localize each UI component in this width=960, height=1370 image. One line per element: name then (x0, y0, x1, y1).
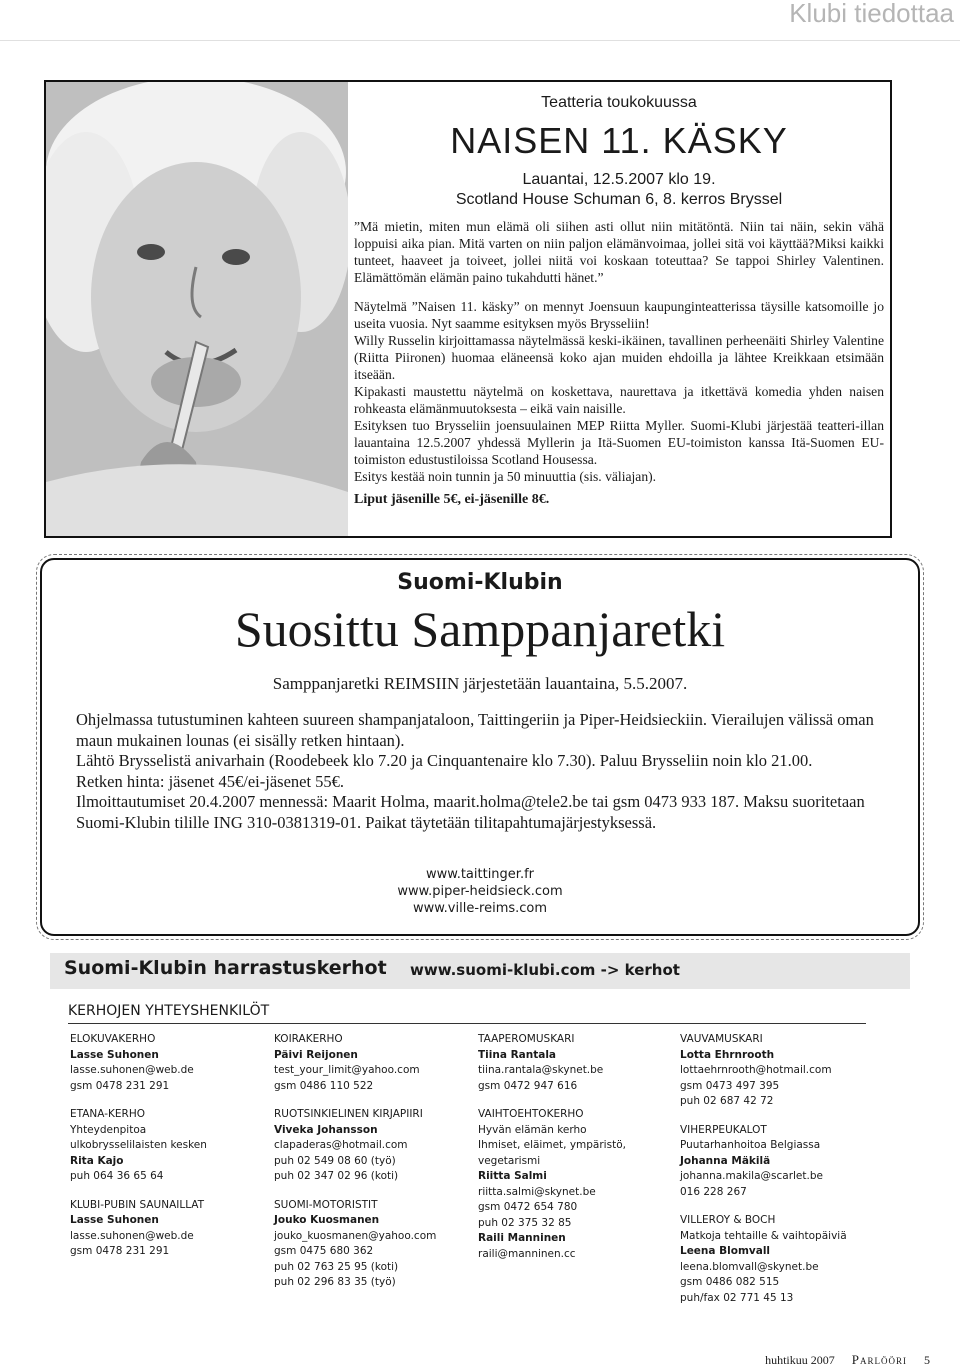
contact-detail: gsm 0478 231 291 (70, 1245, 170, 1257)
contacts-heading: KERHOJEN YHTEYSHENKILÖT (68, 1003, 270, 1019)
contact-person: Johanna Mäkilä (680, 1154, 771, 1167)
contact-detail: raili@manninen.cc (478, 1247, 576, 1260)
theatre-date: Lauantai, 12.5.2007 klo 19. (522, 171, 716, 188)
clubs-title: Suomi-Klubin harrastuskerhot (64, 957, 387, 979)
actress-photo (46, 82, 348, 538)
clubs-title-bar (50, 953, 910, 989)
contact-person: Viveka Johansson (274, 1123, 378, 1136)
contact-person: Lotta Ehrnrooth (680, 1048, 775, 1061)
contact-detail: gsm 0475 680 362 (274, 1245, 374, 1257)
contact-detail: test_your_limit@yahoo.com (274, 1064, 420, 1076)
contact-detail: johanna.makila@scarlet.be (680, 1170, 823, 1182)
champagne-subtitle: Samppanjaretki REIMSIIN järjestetään lauantaina, 5.5.2007. (272, 674, 688, 693)
club-entry (274, 1107, 469, 1185)
contact-detail: gsm 0486 082 515 (680, 1276, 780, 1288)
contact-detail: lottaehrnrooth@hotmail.com (680, 1064, 832, 1076)
contact-detail: puh 02 687 42 72 (680, 1095, 774, 1107)
theatre-paragraph-5: Esitys kestää noin tunnin ja 50 minuuttia (sis. väliajan). (354, 469, 657, 484)
club-entry (478, 1032, 673, 1094)
club-entry (680, 1123, 875, 1201)
club-name: VILLEROY & BOCH (680, 1214, 776, 1226)
contact-detail: Ihmiset, eläimet, ympäristö, (478, 1139, 626, 1151)
contact-detail: Hyvän elämän kerho (478, 1123, 587, 1136)
contact-person: Tiina Rantala (478, 1048, 557, 1061)
contact-detail: gsm 0472 947 616 (478, 1079, 578, 1092)
club-name: VIHERPEUKALOT (680, 1123, 767, 1136)
theatre-paragraph-1: Näytelmä ”Naisen 11. käsky” on mennyt Joensuun kaupunginteatterissa täysille katsomoille jo useita vuosia. Nyt saamme esityksen myös Brysseliin! (354, 299, 884, 331)
club-name: VAIHTOEHTOKERHO (478, 1108, 584, 1120)
theatre-paragraph-2: Willy Russelin kirjoittamassa näytelmässä keski-ikäinen, tavallinen perheenäiti Shirley Valentine (Riitta Piironen) huomaa eläneensä koko ajan muiden ehdoilla ja lähtee Kreikkaan etsimään itseään. (354, 333, 884, 382)
contacts-divider (68, 1023, 866, 1024)
theatre-kicker: Teatteria toukokuussa (541, 94, 697, 111)
club-name: SUOMI-MOTORISTIT (274, 1198, 378, 1211)
contact-detail: puh 02 763 25 95 (koti) (274, 1260, 399, 1273)
header-divider (0, 40, 960, 41)
club-column-1 (70, 1032, 265, 1273)
contact-detail: gsm 0478 231 291 (70, 1079, 170, 1092)
contact-person: Leena Blomvall (680, 1245, 771, 1257)
club-entry (680, 1213, 875, 1306)
club-entry (274, 1198, 469, 1291)
theatre-venue: Scotland House Schuman 6, 8. kerros Bryssel (455, 191, 783, 208)
champagne-body (76, 710, 876, 833)
contact-person: Raili Manninen (478, 1232, 566, 1244)
theatre-text (354, 94, 884, 508)
club-name: ELOKUVAKERHO (70, 1033, 156, 1045)
contact-person: Lasse Suhonen (70, 1048, 159, 1061)
champagne-paragraph-4: Ilmoittautumiset 20.4.2007 mennessä: Maarit Holma, maarit.holma@tele2.be tai gsm 0473 933 187. Maksu suoritetaan Suomi-Klubin tilille ING 310-0381319-01. Paikat täytetään tilitapahtumajärjestyksessä. (76, 792, 865, 832)
theatre-paragraph-4: Esityksen tuo Brysseliin joensuulainen MEP Riitta Myller. Suomi-Klubi järjestää teatteri-illan lauantaina 12.5.2007 yhdessä Myllerin ja Itä-Suomen EU-toimiston kanssa Itä-Suomen EU-toimiston edustustiloissa Scotland Housessa. (354, 418, 884, 467)
contact-detail: gsm 0473 497 395 (680, 1079, 780, 1092)
club-name: TAAPEROMUSKARI (478, 1033, 575, 1045)
contact-detail: puh 064 36 65 64 (70, 1170, 164, 1182)
champagne-trip-announcement (40, 558, 920, 936)
theatre-paragraph-3: Kipakasti maustettu näytelmä on koskettava, naurettava ja itkettävä komedia yhden naisen rohkeasta elämänmuutoksesta – eikä vain naisille. (354, 384, 884, 416)
footer-issue: huhtikuu 2007 (765, 1353, 835, 1367)
link-ville-reims[interactable]: www.ville-reims.com (412, 901, 548, 916)
champagne-paragraph-2: Lähtö Brysselistä anivarhain (Roodebeek klo 7.20 ja Cinquantenaire klo 7.30). Paluu Brysseliin noin klo 21.00. (76, 751, 813, 770)
link-piper-heidsieck[interactable]: www.piper-heidsieck.com (397, 884, 563, 899)
club-column-2 (274, 1032, 469, 1304)
contact-detail: ulkobrysselilaisten kesken (70, 1139, 207, 1151)
contact-detail: puh 02 375 32 85 (478, 1216, 572, 1229)
club-column-4 (680, 1032, 875, 1319)
theatre-ticket-price: Liput jäsenille 5€, ei-jäsenille 8€. (354, 492, 550, 507)
champagne-links (42, 866, 918, 917)
contact-detail: puh 02 347 02 96 (koti) (274, 1170, 399, 1182)
contact-detail: gsm 0486 110 522 (274, 1079, 374, 1092)
contact-detail: Puutarhanhoitoa Belgiassa (680, 1139, 821, 1151)
clubs-url-link[interactable]: www.suomi-klubi.com -> kerhot (410, 961, 680, 979)
link-taittinger[interactable]: www.taittinger.fr (425, 867, 534, 882)
contact-detail: riitta.salmi@skynet.be (478, 1185, 596, 1198)
actress-photo-illustration (46, 82, 348, 538)
contact-detail: 016 228 267 (680, 1185, 747, 1198)
contact-detail: vegetarismi (478, 1154, 541, 1167)
contact-detail: puh 02 549 08 60 (työ) (274, 1154, 396, 1167)
section-header: Klubi tiedottaa (789, 0, 954, 28)
contact-detail: puh 02 296 83 35 (työ) (274, 1276, 396, 1288)
club-name: ETANA-KERHO (70, 1108, 145, 1120)
club-entry (478, 1107, 673, 1262)
contact-detail: Matkoja tehtaille & vaihtopäiviä (680, 1229, 847, 1242)
champagne-paragraph-1: Ohjelmassa tutustuminen kahteen suureen shampanjataloon, Taittingeriin ja Piper-Heidsieckiin. Vierailujen välissä oman maun mukainen lounas (ei sisälly retken hintaan). (76, 710, 874, 750)
theatre-title: NAISEN 11. KÄSKY (450, 120, 788, 161)
contact-person: Lasse Suhonen (70, 1214, 159, 1226)
contact-detail: lasse.suhonen@web.de (70, 1229, 194, 1242)
theatre-announcement (44, 80, 892, 538)
champagne-paragraph-3: Retken hinta: jäsenet 45€/ei-jäsenet 55€. (76, 771, 345, 791)
club-name: RUOTSINKIELINEN KIRJAPIIRI (274, 1108, 423, 1120)
page-footer (765, 1352, 930, 1368)
club-entry (70, 1198, 265, 1260)
footer-page-number: 5 (924, 1353, 930, 1367)
footer-magazine: Parlööri (851, 1352, 907, 1367)
club-name: KLUBI-PUBIN SAUNAILLAT (70, 1198, 205, 1211)
club-entry (274, 1032, 469, 1094)
champagne-kicker: Suomi-Klubin (397, 570, 563, 595)
contact-detail: jouko_kuosmanen@yahoo.com (274, 1229, 437, 1242)
contact-detail: lasse.suhonen@web.de (70, 1064, 194, 1076)
contact-person: Päivi Reijonen (274, 1048, 358, 1061)
club-entry (70, 1107, 265, 1185)
contact-detail: gsm 0472 654 780 (478, 1201, 578, 1213)
club-name: VAUVAMUSKARI (680, 1033, 763, 1045)
club-name: KOIRAKERHO (274, 1033, 343, 1045)
contact-detail: Yhteydenpitoa (70, 1123, 147, 1136)
theatre-quote: ”Mä mietin, miten mun elämä oli siihen asti ollut niin mitätöntä. Niin tai näin, sekin vähä loppuisi aika pian. Mitä varten on niin paljon elämänvoimaa, jollei sitä voi käyttää?Miksi kaikki tunteet, haaveet ja toiveet, jollei niitä voi koskaan toteuttaa? Se tappoi Shirley Valentinen. Elämättömän elämän paino tukahdutti hänet.” (354, 219, 884, 285)
club-entry (70, 1032, 265, 1094)
contact-detail: puh/fax 02 771 45 13 (680, 1291, 794, 1304)
club-column-3 (478, 1032, 673, 1275)
contact-detail: leena.blomvall@skynet.be (680, 1260, 819, 1273)
champagne-title: Suosittu Samppanjaretki (234, 601, 726, 657)
contact-person: Rita Kajo (70, 1154, 124, 1167)
contact-detail: tiina.rantala@skynet.be (478, 1064, 604, 1076)
contact-person: Riitta Salmi (478, 1170, 547, 1182)
club-entry (680, 1032, 875, 1110)
contact-person: Jouko Kuosmanen (274, 1214, 380, 1226)
contact-detail: clapaderas@hotmail.com (274, 1139, 408, 1151)
